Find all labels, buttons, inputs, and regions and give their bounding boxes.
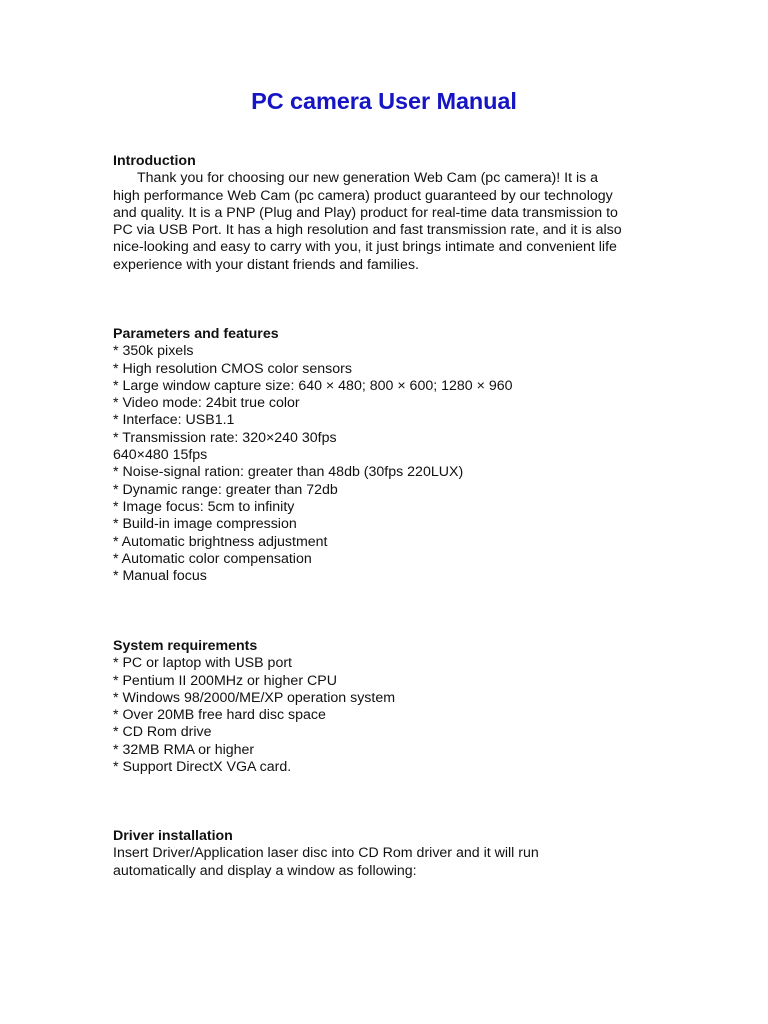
introduction-line-6: experience with your distant friends and families. bbox=[113, 256, 419, 273]
list-item: * Interface: USB1.1 bbox=[113, 412, 235, 429]
parameters-section bbox=[113, 326, 673, 585]
list-item: * PC or laptop with USB port bbox=[113, 655, 292, 672]
system-requirements-section bbox=[113, 638, 673, 776]
driver-installation-heading: Driver installation bbox=[113, 828, 233, 844]
introduction-line-4: PC via USB Port. It has a high resolution and fast transmission rate, and it is also bbox=[113, 222, 622, 239]
list-item: * Image focus: 5cm to infinity bbox=[113, 498, 295, 515]
system-requirements-heading: System requirements bbox=[113, 638, 258, 654]
list-item: * Large window capture size: 640 × 480; 800 × 600; 1280 × 960 bbox=[113, 377, 513, 394]
list-item: * 32MB RMA or higher bbox=[113, 741, 255, 758]
list-item-continuation: 640×480 15fps bbox=[113, 447, 208, 464]
list-item: * Over 20MB free hard disc space bbox=[113, 707, 326, 724]
list-item: * Automatic color compensation bbox=[113, 550, 312, 567]
driver-installation-line-2: automatically and display a window as following: bbox=[113, 862, 417, 879]
system-requirements-list bbox=[113, 655, 673, 776]
list-item: * Transmission rate: 320×240 30fps bbox=[113, 429, 337, 446]
list-item: * Support DirectX VGA card. bbox=[113, 759, 292, 776]
list-item: * Dynamic range: greater than 72db bbox=[113, 481, 338, 498]
list-item: * 350k pixels bbox=[113, 343, 194, 360]
list-item: * Automatic brightness adjustment bbox=[113, 533, 328, 550]
list-item: * Video mode: 24bit true color bbox=[113, 395, 300, 412]
introduction-line-5: nice-looking and easy to carry with you, it just brings intimate and convenient life bbox=[113, 239, 617, 256]
introduction-line-1: Thank you for choosing our new generation Web Cam (pc camera)! It is a bbox=[137, 170, 599, 187]
introduction-line-3: and quality. It is a PNP (Plug and Play) product for real-time data transmission to bbox=[113, 204, 618, 221]
list-item: * Manual focus bbox=[113, 568, 207, 585]
introduction-line-2: high performance Web Cam (pc camera) product guaranteed by our technology bbox=[113, 187, 613, 204]
introduction-heading: Introduction bbox=[113, 153, 196, 169]
list-item: * Build-in image compression bbox=[113, 516, 297, 533]
list-item: * Noise-signal ration: greater than 48db (30fps 220LUX) bbox=[113, 464, 464, 481]
parameters-heading: Parameters and features bbox=[113, 326, 279, 342]
introduction-section bbox=[113, 153, 673, 274]
page-title: PC camera User Manual bbox=[251, 88, 517, 114]
list-item: * High resolution CMOS color sensors bbox=[113, 360, 352, 377]
list-item: * Pentium II 200MHz or higher CPU bbox=[113, 672, 337, 689]
list-item: * CD Rom drive bbox=[113, 724, 212, 741]
driver-installation-section bbox=[113, 828, 673, 880]
driver-installation-line-1: Insert Driver/Application laser disc into CD Rom driver and it will run bbox=[113, 845, 539, 862]
parameters-list bbox=[113, 343, 673, 585]
list-item: * Windows 98/2000/ME/XP operation system bbox=[113, 689, 396, 706]
